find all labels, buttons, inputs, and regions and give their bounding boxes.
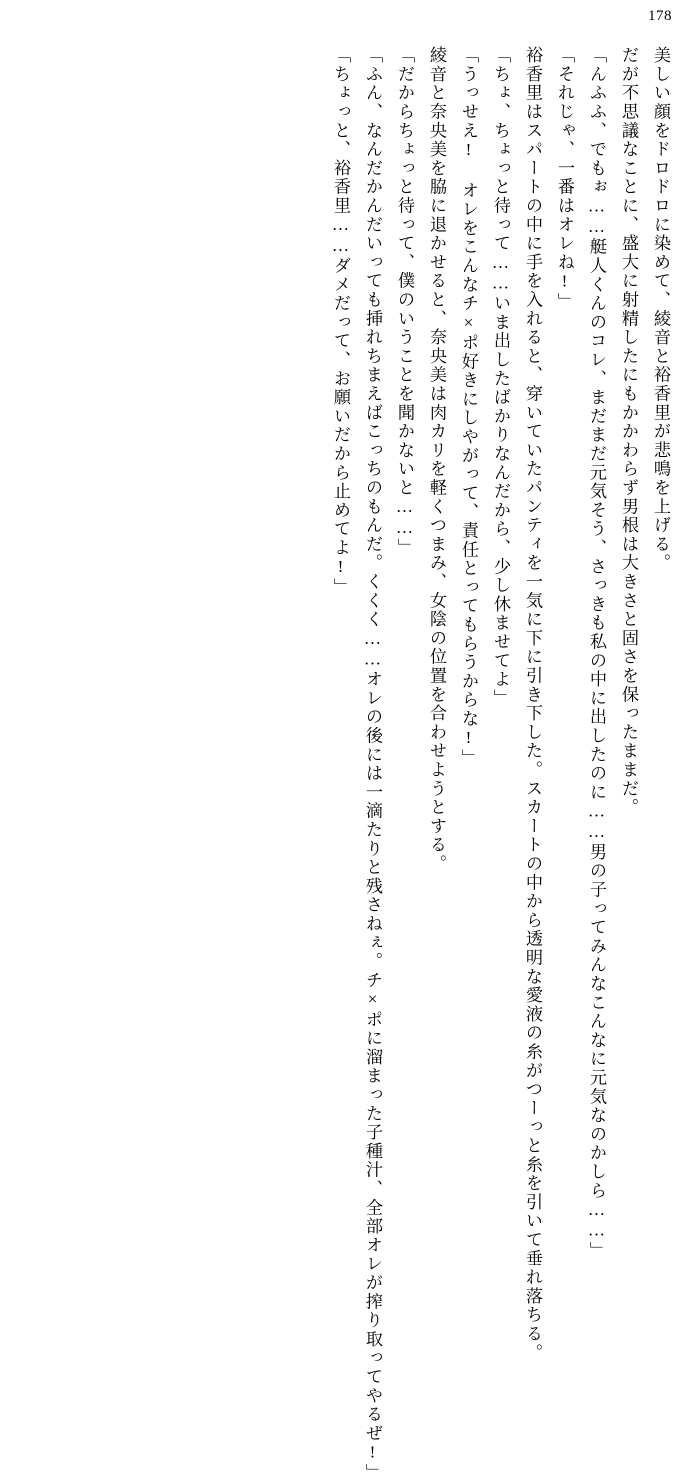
text-line: 裕香里はスパートの中に手を入れると、穿いていたパンティを一気に下に引き下した。スカートの中から透明な愛液の糸がつーっと糸を引いて垂れ落ちる。 <box>523 46 542 1362</box>
page-number: 178 <box>648 8 672 24</box>
vertical-text-frame <box>24 46 676 1482</box>
text-line: だが不思議なことに、盛大に射精したにもかかわらず男根は大きさと固さを保ったままだ。 <box>619 46 638 817</box>
text-line: 美しい顔をドロドロに染めて、綾音と裕香里が悲鳴を上げる。 <box>651 46 670 573</box>
text-line: 「ふん、なんだかんだいっても挿れちまえばこっちのもんだ。くくく……オレの後には一滴たりと残さねぇ。チ×ポに溜まった子種汁、全部オレが搾り取ってやるぜ!」 <box>363 46 382 1482</box>
text-line: 「ちょっと、裕香里……ダメだって、お願いだから止めてよ!」 <box>331 46 350 597</box>
text-line: 「それじゃ、一番はオレね!」 <box>555 46 574 311</box>
text-line: 「ちょ、ちょっと待って……いま出したばかりなんだから、少し休ませてよ」 <box>491 46 510 708</box>
text-line: 「うっせえ! オレをこんなチ×ポ好きにしやがって、責任とってもらうからな!」 <box>459 46 478 768</box>
text-line: 綾音と奈央美を脇に退かせると、奈央美は肉カリを軽くつまみ、女陰の位置を合わせようとする。 <box>427 46 446 874</box>
text-line: 「んふふ、でもぉ……艇人くんのコレ、まだまだ元気そう、さっきも私の中に出したのに……男の子ってみんなこんなに元気なのかしら……」 <box>587 46 606 1260</box>
text-line: 「だからちょっと待って、僕のいうことを聞かないと……」 <box>395 46 414 558</box>
